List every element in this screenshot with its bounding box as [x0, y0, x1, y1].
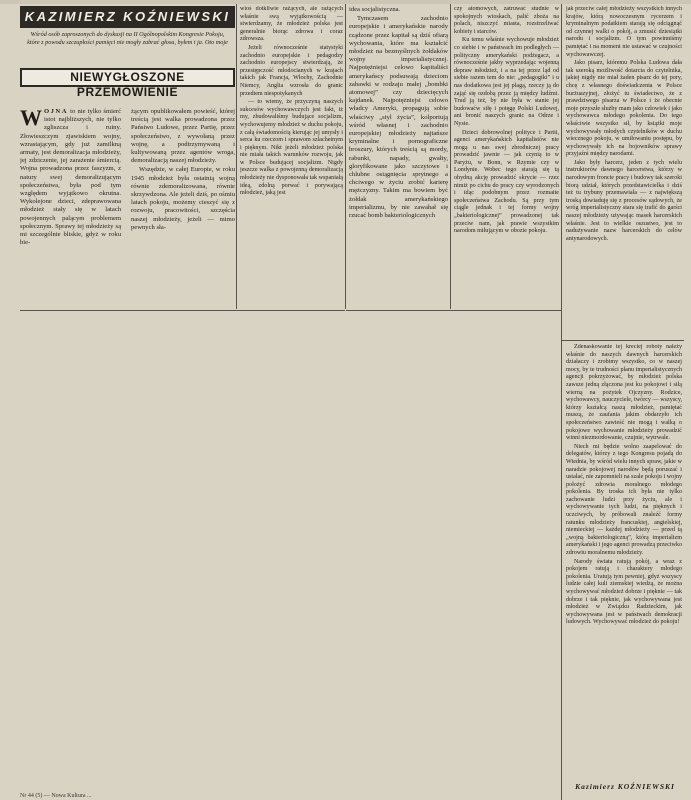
article-column-1	[20, 108, 121, 308]
paragraph: Zdenaskowanie tej kreciej roboty należy właśnie do naszych dawnych harcerskich działaczy i zrobimy wszystko, co w naszej mocy, by te trudności planu imperialistycznych agencji pokrzyżować, by młodzież polska zawsze jedną złączona jest ku pokojowi i siłą wierną na pożytek Ojczyzny. Rodzice, wychowawcy, nauczyciele, twórcy — wszyscy, którzy kształcą naszą młodzież, pamiętać muszą, że zaufania jakim obdarzyło ich społeczeństwo zawieść nie mogą i walką o pokojowe wychowanie młodzieży prowadzić winni niezmordowanie, czujnie, wytrwale.	[566, 344, 682, 442]
article-column-6	[566, 6, 682, 338]
article-column-5	[454, 6, 559, 308]
paragraph: to nie tylko śmierć istot najbliższych, nie tylko zgliszcza i ruiny. Złowieszczym zjawiskiem wojny, wzrastającym, gdy już zamilkną armaty, jest demoralizacja młodzieży, jej zdziczenie, jej zarażenie śmiercią. Wojna prowadzona przez faszyzm, z natury swej demoralizującym społeczeństwa, była pod tym względem wyjątkowo okrutna. Wykolejone dzieci, zdeprawowana młodzież stały się w latach powojennych palącym problemem społecznym. Sprawy tej młodzieży są mi szczególnie bliskie, gdyż w roku bie-	[20, 108, 121, 247]
column-rule	[561, 4, 562, 800]
column-rule	[450, 4, 451, 309]
article-intro: Wśród osób zaproszonych do dyskusji na II Ogólnopolskim Kongresie Pokoju, które z powodu szczupłości pamięci nie mogły zabrać głosu, byłem i ja. Oto moje	[27, 31, 228, 46]
paragraph: Jeżeli równocześnie statystyki zachodnio europejskie i pedagodzy zachodnio europejscy stwierdzają, że przestępczość młodocianych w krajach takich jak Francja, Włochy, Zachodnie Niemcy, Anglia wzrosła do granic przedtem niespotykanych	[240, 44, 343, 97]
column-rule	[236, 4, 237, 309]
paragraph: Niech mi będzie wolno zaapelować do delegatów, którzy z tego Kongresu pojadą do Wiednia, by wśród wielu innych spraw, jakie w naradzie pokojowej narodów będą poruszać i ustalać, nie zapomnieli na szale pokoju i wojny położyć zdrowia moralnego młodego pokolenia. By troska ich była nie tylko zachowanie ludzi przy życiu, ale i wychowywanie tych ludzi, na pięknych i uczciwych, by próbowali znaleźć formy ratunku młodzieży francuskiej, angielskiej, niemieckiej — każdej młodzieży — przed tą „wojną bakteriologiczną”, którą imperializm amerykański i jego agenci prowadzą przeciwko zdrowiu moralnemu młodzieży.	[566, 443, 682, 557]
paragraph: czy atomowych, zatruwać studnie w spokojnych wioskach, palić zboża na polach, niszczyć miasta, rozstrzeliwać kobiety i starców.	[454, 6, 559, 35]
drop-cap: W	[20, 108, 42, 130]
author-signature: Kazimierz KOŹNIEWSKI	[575, 782, 675, 791]
paragraph: Narody świata ratują pokój, a wraz z pokojem ratują i charaktery młodego pokolenia. Uratują tym pewniej, gdyż wszyscy ludzie całej kuli ziemskiej wiedzą, że można wychowywać młodzież dobrze i pięknie — tak dobrze i tak pięknie, jak wychowywana jest młodzież w Związku Radzieckim, jak wychowywana jest w państwach demokracji ludowych. Wychowywać młodzież do pokoju!	[566, 558, 682, 626]
paragraph: idea socjalistyczna.	[349, 6, 401, 13]
paragraph: Ku temu właśnie wychowuje młodzież co siebie i w państwach im podległych — polityczny amerykański podżegacz, a równocześnie jakby wyprzedając wojenną depraw młodzież, i a na tej przez ląd od siebie razem tem do nie: „pedagogiki” i u nas dodatkowa jest jej plagą, rzeczy ją do zająć się ozdobą przez ją między ludźmi. Trud ją też, by nie była w stanie jej budowaćw siłę i potęgę Polski Ludowej, ani bronić naszych granic na Odrze i Nysie.	[454, 37, 559, 127]
section-rule	[562, 340, 684, 341]
paragraph: Wszędzie, w całej Europie, w roku 1945 młodzież była ostatnią wojną równie zdemoralizowana, równie skrzywdzona. Ale jeżeli dziś, po ośmiu latach pokoju, możemy cieszyć się z rozwoju, pracowitości, szczęścia naszej młodzieży, jeżeli — mimo pewnych sła-	[131, 166, 235, 231]
paragraph: jak przeciw całej młodzieży wszystkich innych krajów, którą nowoczesnym rycerzem i kryminalnym podatkiem starają się odciągnąć od czynnej walki o pokój, a zmusić dziesiątki narodu i socjalizm. O tym powinniśmy pamiętać i na moment nie ustawać w czujności wychowawczej.	[566, 6, 682, 58]
article-column-3	[240, 6, 343, 308]
paragraph: Tymczasem zachodnio europejskie i amerykańskie narody rządzone przez kapitał są dziś ofiarą wychowania, które ma kształcić młodzież na bezmyślnych żołdaków wojny imperialistycznej. Najpotężniejsi celowo kapitaliści amerykańscy podsuwają dzieciom zabawki w rodzaju małej „bombki atomowej” czy dziecięcych kajdanek. Najpotężniejsi celowo władcy Ameryki, propagują sobie właściwy „styl życia”, kolportują wśród własnej i zachodnio europejskiej młodzieży najtańsze kryminalne i pornograficzne broszury, których treścią są mordy, rabunki, napady, gwałty, gloryfikowane jako szczytowe i chlubne osiągnięcia sprytnego a chciwego w życiu zrobić karierę mężczyzny. Takim ma bowiem być żołdak amerykańskiego imperializmu, by nie zawahał się rzucać bomb bakteriologicznych	[349, 15, 448, 220]
paragraph: — to wiemy, że przyczyną naszych sukcesów wychowawczych jest fakt, iż my, zbudowaliśmy budujące socjalizm, wychowujemy młodzież w duchu pokoju, z całą świadomością kierując jej umysły i serca ku rzeczom i sprawom szlachetnym i pięknym. Nikt jeżeli młodzież polska nie miała takich warunków rozwoju, jak w Polsce budującej socjalizm. Nigdy jeszcze walka z powojenną demoralizacją młodzieży nie dysponowała tak wspaniałą ideą, zdolną porwać i porywającą młodzież, jaką jest	[240, 99, 343, 197]
footer-fragment: Nr 44 (5) — Nowa Kultura ...	[20, 793, 92, 799]
section-rule	[346, 310, 561, 311]
article-title: NIEWYGŁOSZONE PRZEMÓWIENIE	[20, 68, 235, 87]
paragraph: wioś dotkliwie rażących, ale rażących właśnie swą wyjątkowością — stwierdzamy, że młodzież polska jest generalnie biorąc zdrowa i coraz zdrowsza.	[240, 6, 343, 43]
author-banner: KAZIMIERZ KOŹNIEWSKI	[20, 6, 235, 28]
paragraph: żącym opublikowałem powieść, której treścią jest walka prowadzona przez Państwo Ludowe, przez Partię, przez społeczeństwo, z wywołaną przez wojnę, a podtrzymywaną i kultywowaną przez agentów wroga, demoralizacją naszej młodzieży.	[131, 108, 235, 165]
article-column-4	[349, 6, 448, 308]
lead-word: OJNA	[44, 108, 68, 115]
article-column-7	[566, 344, 682, 780]
section-rule	[20, 310, 345, 311]
paragraph: Jako były harcerz, jeden z tych wielu instruktorów dawnego harcerstwa, którzy w narodowym froncie pracy i budowy tak szeroki biorą udział, których przedstawicielka i dziś też tu trybuny przemawiała — z największą troską dowiaduję się z procesów sądowych, że wróg imperialistyczny stara się trafić do garści naszej młodzieży używając masek harcerskich właśnie. Jest to wielkie oszustwo, jest to nadużywanie nazw harcerskich do celów antynarodowych.	[566, 159, 682, 242]
article-header	[20, 6, 235, 104]
article-column-2	[131, 108, 235, 308]
paragraph: Dzieci dobrowolnej polityce i Partii, agenci amerykańskich kapitalistów nie mogą u nas swej zbrodniczej pracy prowadzić jawnie — jak czynią to w Paryżu, w Bonn, w Rzymie czy w Londynie. Wobec tego starają się tą ohydną akcję prowadzić skrycie — rzez nimiż po cichu do pracy czy wyrodzonych i idąc podobnym przez rozmaite społeczeństwa Zachodu. Są przy tym ciągle jednak i tej formy wojny „bakteriologicznej” prowadzonej tak przeciw nam, jak prawie wszystkim narodom miłującym w obozie pokoju.	[454, 129, 559, 235]
paragraph: Jako pisarz, któremu Polska Ludowa dała tak szeroką możliwość dotarcia do czytelnika, jakiej nigdy nie miał żaden pisarz do tej pory, chcę z własnego doświadczenia w Polsce burżuazyjnej, złożyć tu świadectwo, że z prawdziwego pisarza w Polsce i że obecnie moje przyszłe służby mam jako człowiek i jako wychowawca młodego pokolenia. Do tego właściwie wszystko sił, by książki moje wychowywały młodych czytelników w duchu wiecznego pokoju, w umiłowaniu postępu, by wychowywały ich na bojowników sprawy przyjaźni między narodami.	[566, 60, 682, 158]
column-rule	[345, 4, 346, 309]
